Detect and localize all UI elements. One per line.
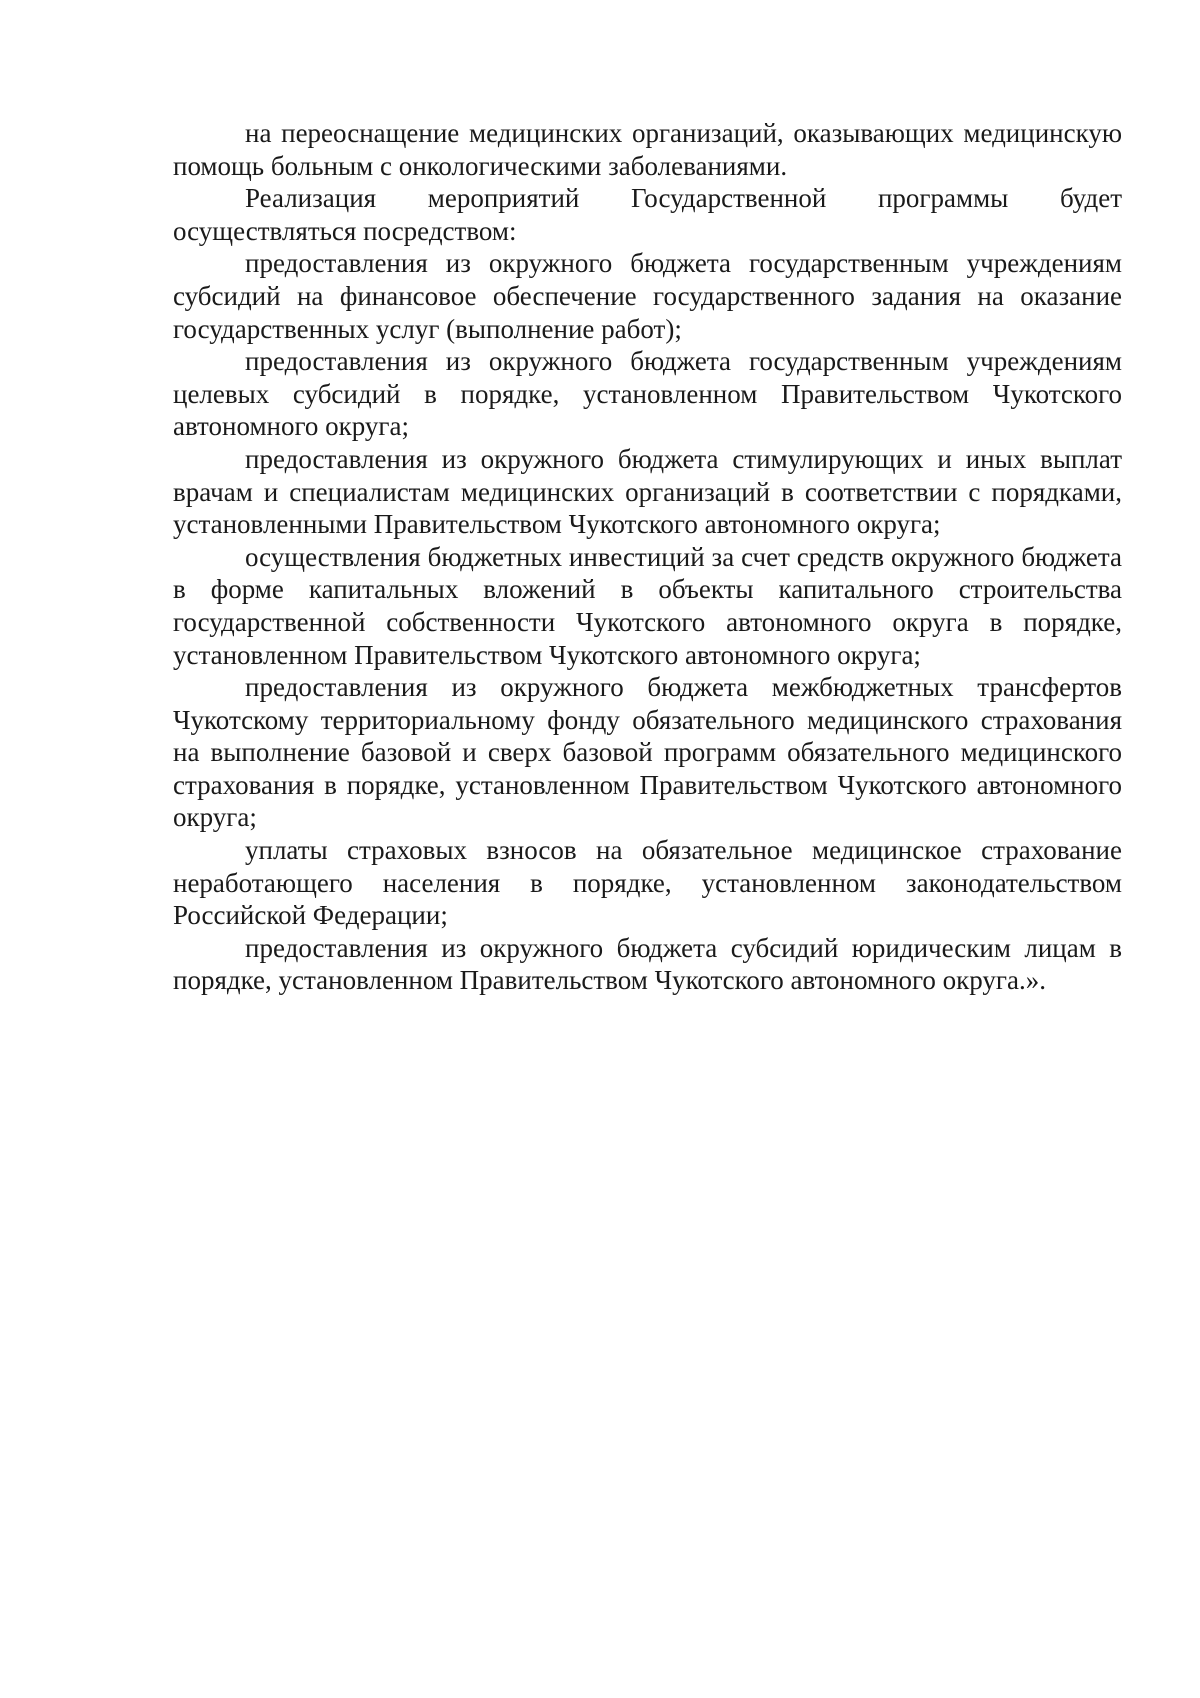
paragraph-legal-entity-subsidies: предоставления из окружного бюджета субсидий юридическим лицам в порядке, установленном Правительством Чукотского автономного округа.». [173,932,1122,996]
document-body [173,117,1122,997]
paragraph-implementation: Реализация мероприятий Государственной программы будет осуществляться посредством: [173,183,1122,246]
paragraph-re-equipment: на переоснащение медицинских организаций, оказывающих медицинскую помощь больным с онкологическими заболеваниями. [173,118,1122,181]
paragraph-incentive-payments: предоставления из окружного бюджета стимулирующих и иных выплат врачам и специалистам медицинских организаций в соответствии с порядками, установленными Правительством Чукотского автономного округа; [173,443,1122,540]
paragraph-interbudgetary-transfers: предоставления из окружного бюджета межбюджетных трансфертов Чукотскому территориальному фонду обязательного медицинского страхования на выполнение базовой и сверх базовой программ обязательного медицинского страхования в порядке, установленном Правительством Чукотского автономного округа; [173,672,1122,833]
paragraph-state-assignment-subsidies: предоставления из окружного бюджета государственным учреждениям субсидий на финансовое обеспечение государственного задания на оказание государственных услуг (выполнение работ); [173,248,1122,344]
paragraph-budget-investments: осуществления бюджетных инвестиций за счет средств окружного бюджета в форме капитальных вложений в объекты капитального строительства государственной собственности Чукотского автономного округа в порядке, установленном Правительством Чукотского автономного округа; [173,541,1122,670]
paragraph-insurance-contributions: уплаты страховых взносов на обязательное медицинское страхование неработающего населения в порядке, установленном законодательством Российской Федерации; [173,835,1122,931]
paragraph-targeted-subsidies: предоставления из окружного бюджета государственным учреждениям целевых субсидий в порядке, установленном Правительством Чукотского автономного округа; [173,346,1122,442]
